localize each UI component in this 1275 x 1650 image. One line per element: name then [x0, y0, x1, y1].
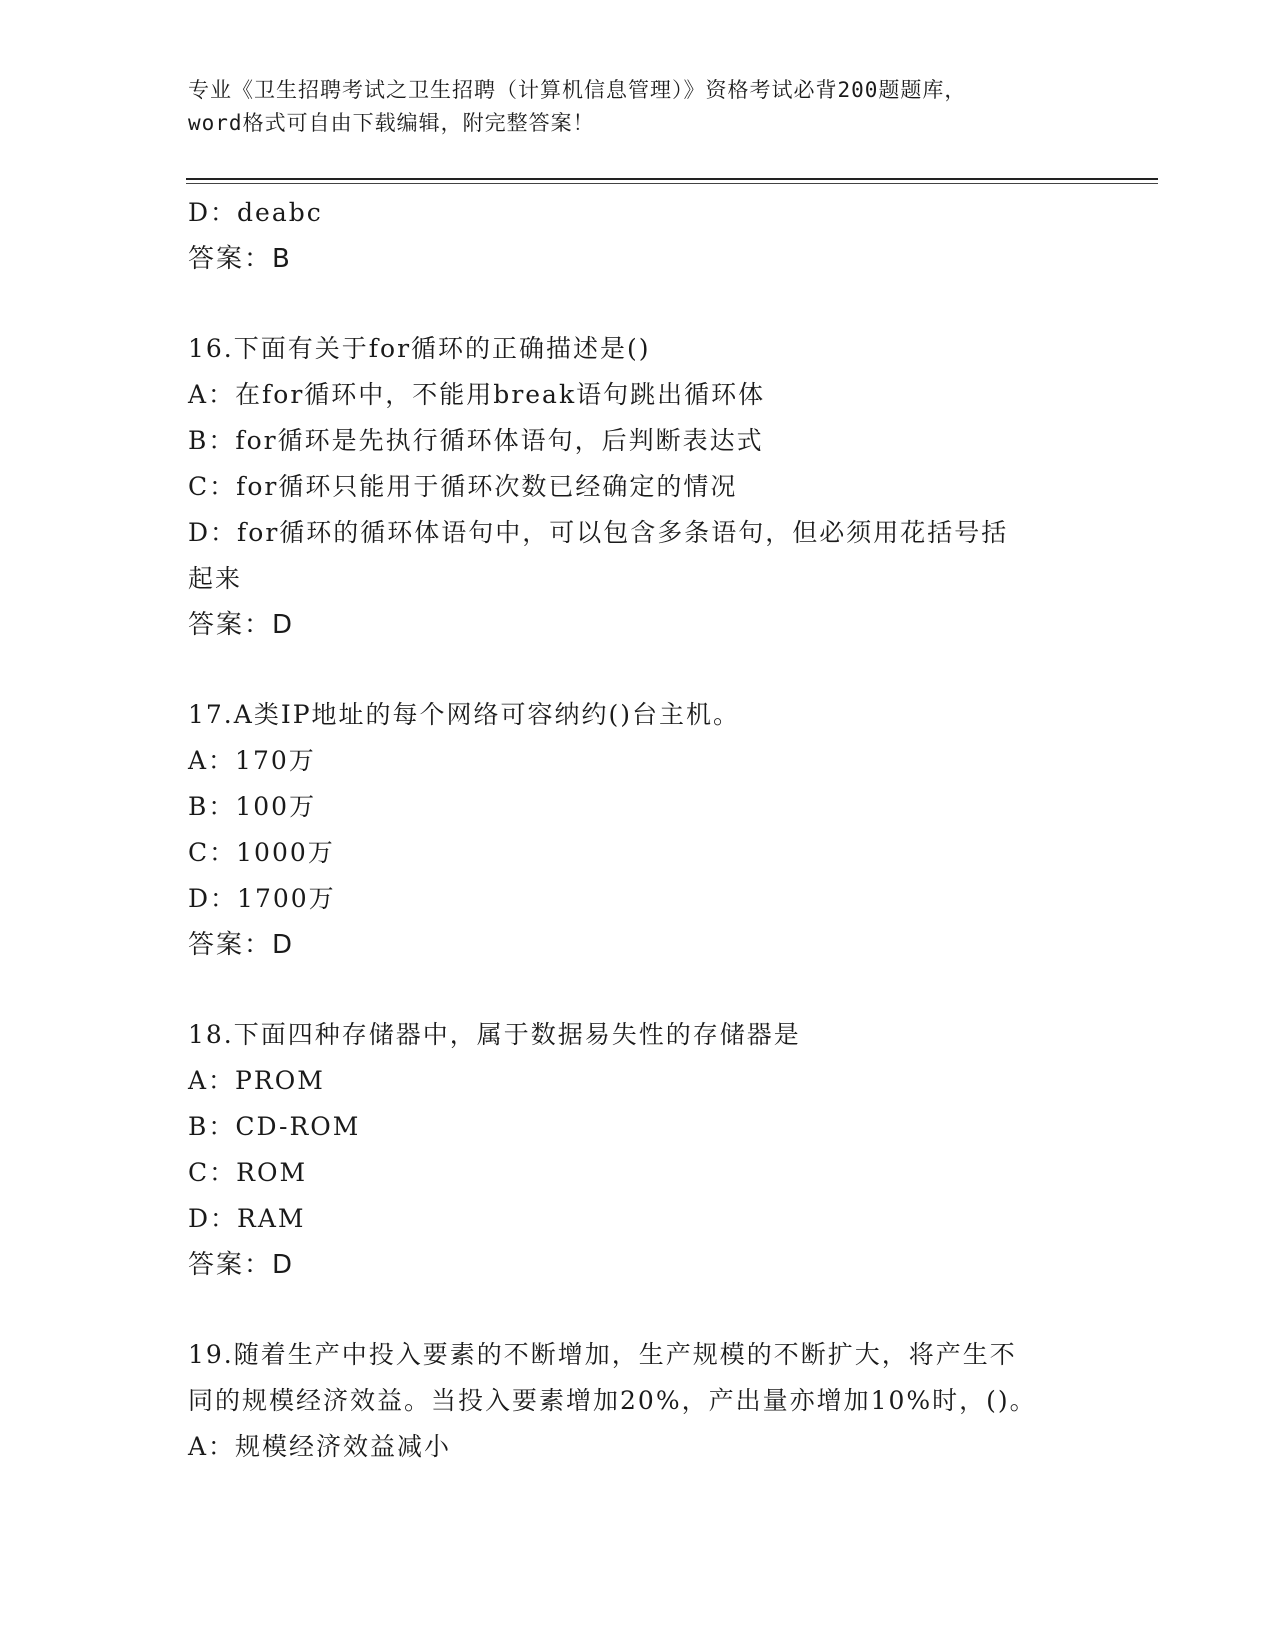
header-line-2: word格式可自由下载编辑，附完整答案！	[188, 111, 595, 135]
question-text: 18.下面四种存储器中，属于数据易失性的存储器是	[188, 1020, 801, 1049]
answer-line: 答案：D	[188, 930, 295, 960]
option-d: D：1700万	[188, 884, 336, 913]
question-list	[188, 190, 1088, 1470]
option-a: A：规模经济效益减小	[188, 1432, 452, 1461]
option-d: D：RAM	[188, 1204, 306, 1233]
option-a: A：PROM	[188, 1066, 325, 1095]
option-d: D：for循环的循环体语句中，可以包含多条语句，但必须用花括号括	[188, 518, 1009, 547]
question-text-line-2: 同的规模经济效益。当投入要素增加20%，产出量亦增加10%时，()。	[188, 1386, 1037, 1415]
question-text: 17.A类IP地址的每个网络可容纳约()台主机。	[188, 700, 741, 729]
document-header	[188, 74, 1088, 140]
option-c: C：1000万	[188, 838, 335, 867]
option-b: B：CD-ROM	[188, 1112, 361, 1141]
question-19	[188, 1332, 1088, 1470]
option-d: D：deabc	[188, 198, 323, 227]
header-divider-thick	[186, 178, 1158, 180]
option-c: C：ROM	[188, 1158, 308, 1187]
prev-question-tail	[188, 190, 1088, 282]
question-17	[188, 692, 1088, 968]
question-18	[188, 1012, 1088, 1288]
option-b: B：for循环是先执行循环体语句，后判断表达式	[188, 426, 764, 455]
answer-line: 答案：D	[188, 610, 295, 640]
header-line-1: 专业《卫生招聘考试之卫生招聘（计算机信息管理）》资格考试必背200题题库，	[188, 78, 967, 102]
option-a: A：170万	[188, 746, 316, 775]
answer-line: 答案：D	[188, 1250, 295, 1280]
question-text-line-1: 19.随着生产中投入要素的不断增加，生产规模的不断扩大，将产生不	[188, 1340, 1017, 1369]
option-c: C：for循环只能用于循环次数已经确定的情况	[188, 472, 738, 501]
option-a: A：在for循环中，不能用break语句跳出循环体	[188, 380, 766, 409]
option-d-continued: 起来	[188, 564, 243, 593]
answer-line: 答案：B	[188, 244, 292, 274]
question-text: 16.下面有关于for循环的正确描述是()	[188, 334, 651, 363]
option-b: B：100万	[188, 792, 317, 821]
question-16	[188, 326, 1088, 648]
header-divider-thin	[186, 183, 1158, 184]
